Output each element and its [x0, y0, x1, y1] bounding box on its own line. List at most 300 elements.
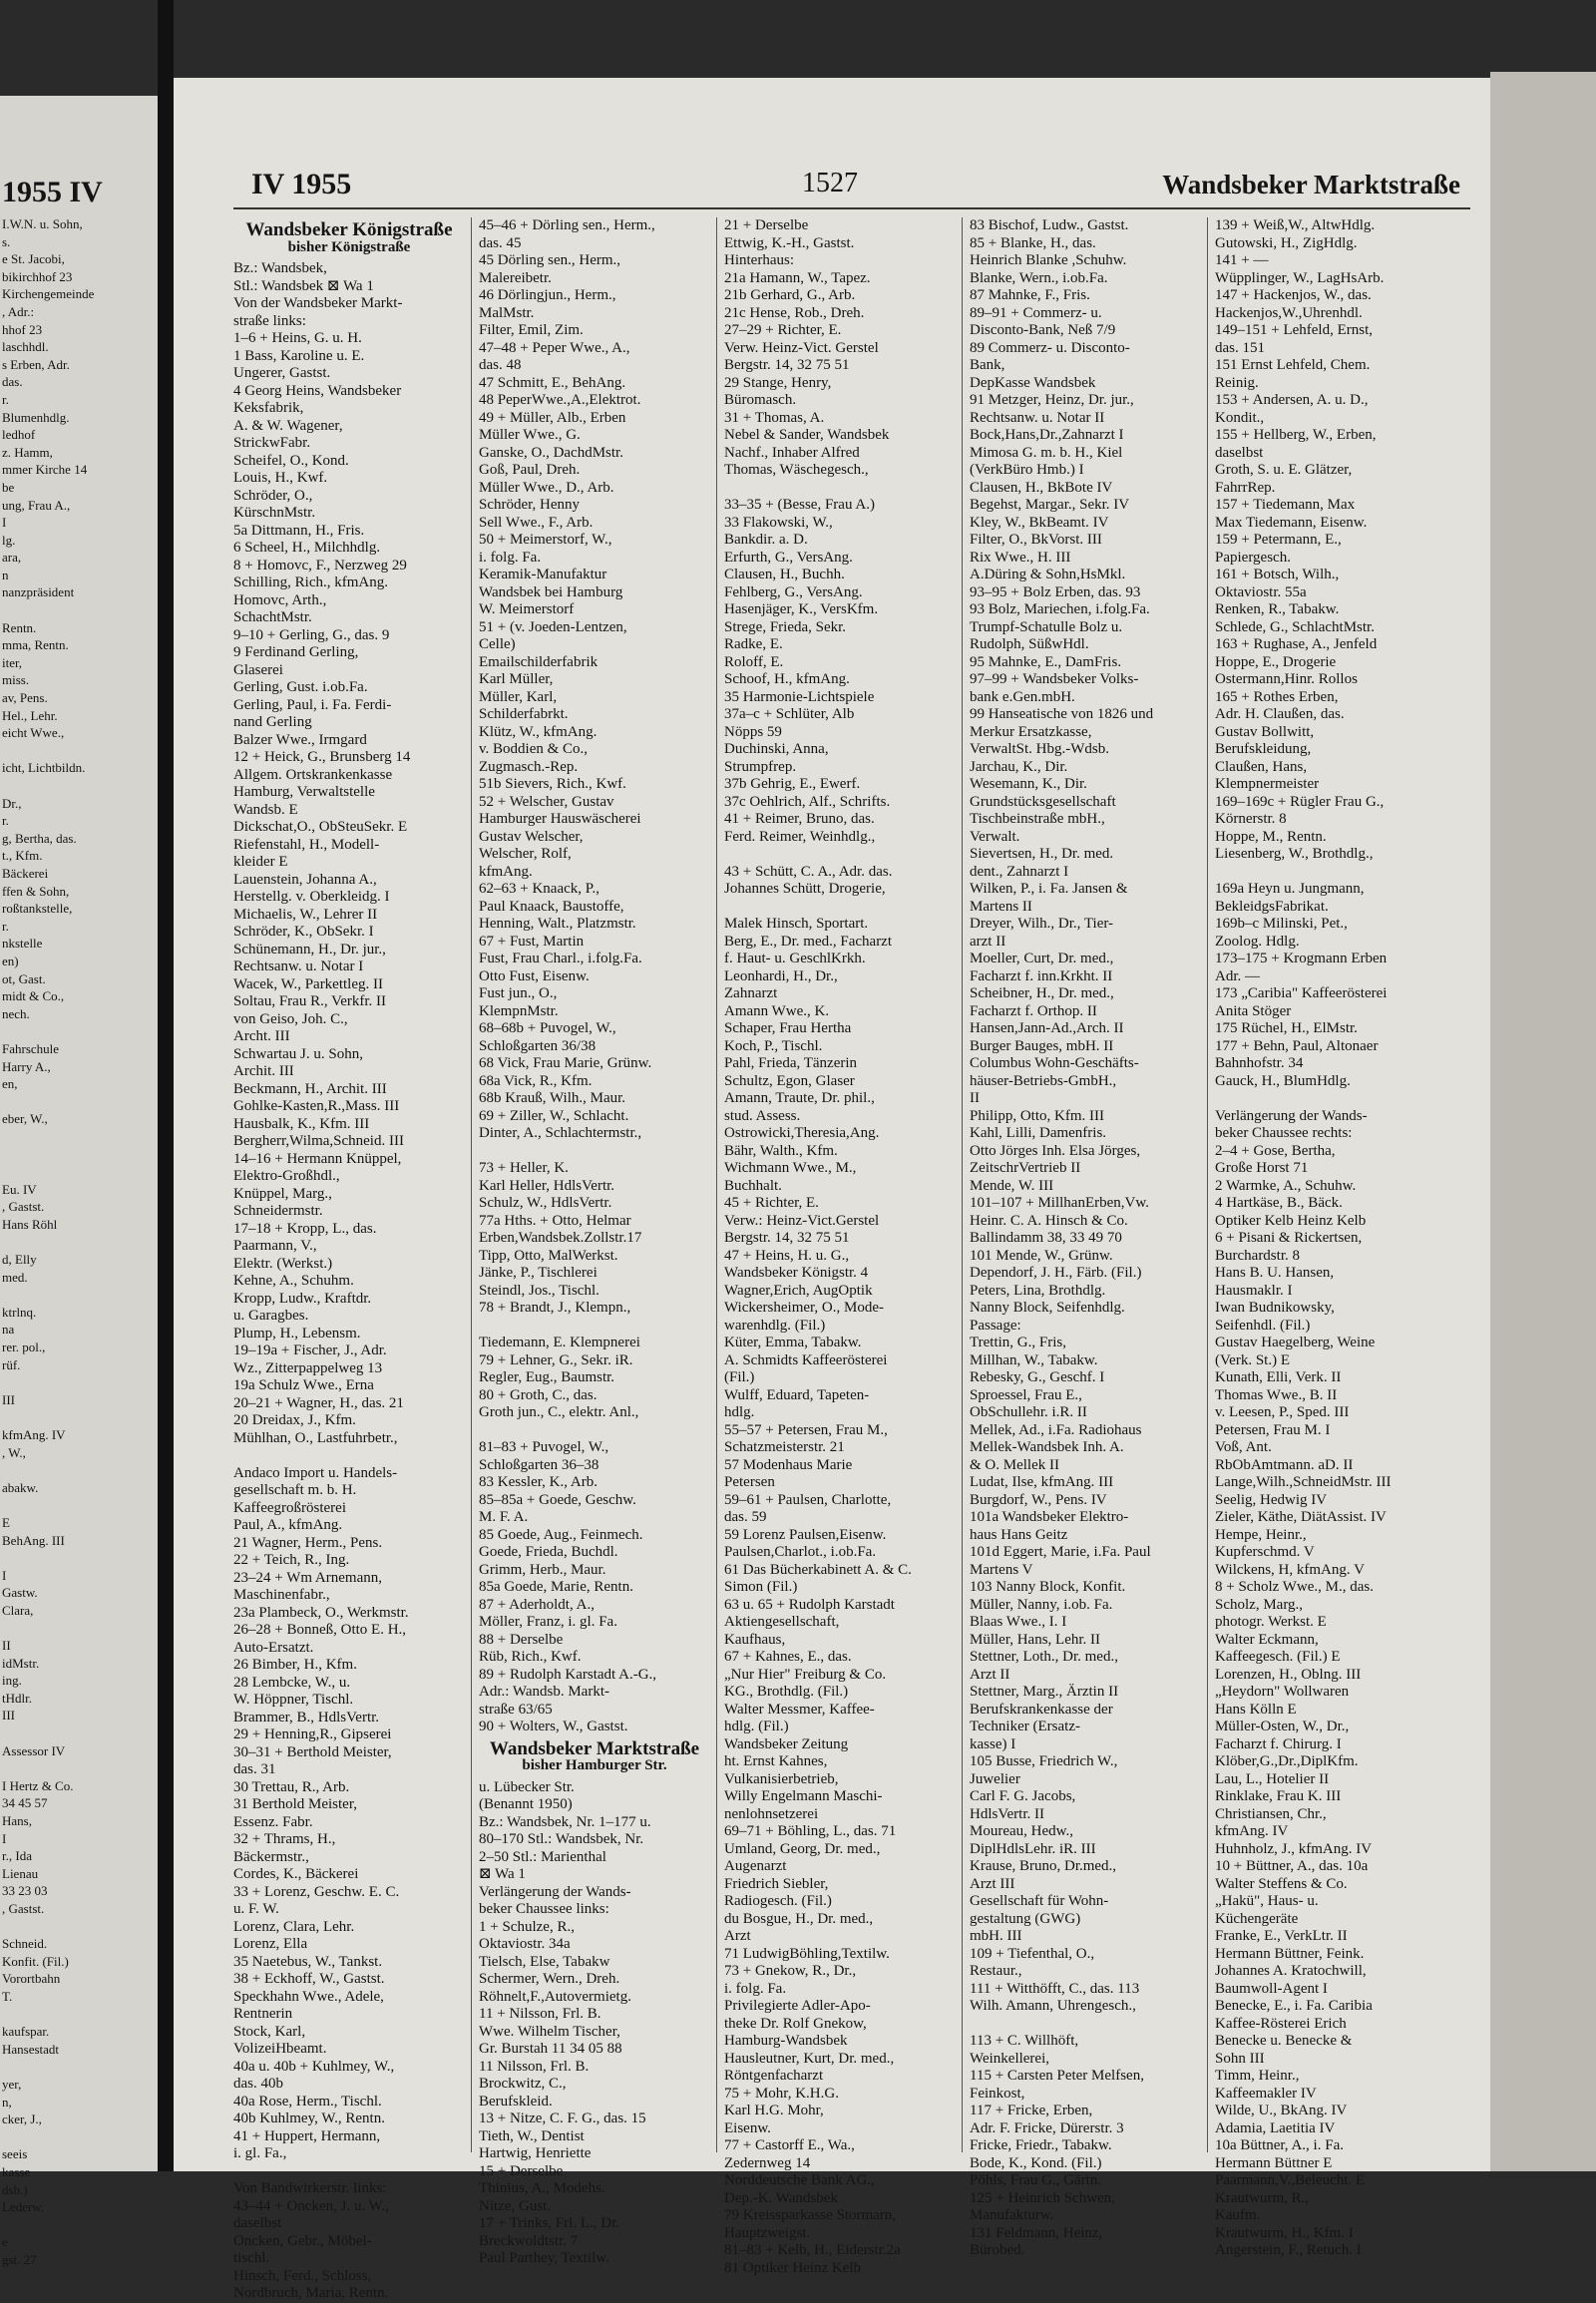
directory-entry: Bank, — [970, 357, 1005, 373]
directory-entry: 173 „Caribia" Kaffeerösterei — [1215, 985, 1388, 1001]
directory-entry: Zahnarzt — [724, 985, 778, 1001]
directory-entry: Wandsb. E — [233, 801, 298, 818]
left-page-line: Blumenhdlg. — [2, 409, 70, 425]
directory-entry: Schröder, Henny — [479, 497, 581, 513]
left-page-line: nech. — [2, 1005, 30, 1021]
left-page-line: kfmAng. IV — [2, 1426, 66, 1442]
directory-entry: 20–21 + Wagner, H., das. 21 — [233, 1394, 404, 1411]
directory-entry: 161 + Botsch, Wilh., — [1215, 567, 1340, 582]
left-page-line: en, — [2, 1076, 18, 1092]
directory-entry: Thinius, A., Modehs. — [479, 2180, 605, 2196]
directory-entry: häuser-Betriebs-GmbH., — [970, 1072, 1117, 1089]
directory-entry: 67 + Fust, Martin — [479, 933, 585, 950]
directory-entry: 22 + Teich, R., Ing. — [233, 1552, 350, 1568]
directory-entry: Schatzmeisterstr. 21 — [724, 1439, 845, 1455]
left-page-line: r. — [2, 918, 9, 934]
directory-entry: Kaufm. — [1215, 2207, 1261, 2223]
directory-entry: KG., Brothdlg. (Fil.) — [724, 1684, 849, 1700]
directory-entry — [233, 1447, 465, 1465]
left-page-line: g, Bertha, das. — [2, 830, 77, 846]
directory-entry: Ettwig, K.-H., Gastst. — [724, 234, 855, 251]
left-page-line: Hans Röhl — [2, 1216, 58, 1232]
directory-entry: 155 + Hellberg, W., Erben, — [1215, 427, 1377, 443]
directory-entry: Ostrowicki,Theresia,Ang. — [724, 1125, 880, 1141]
left-page-line: e — [2, 2234, 8, 2250]
street-heading-title: Wandsbeker Königstraße — [245, 219, 453, 240]
directory-entry: Verlängerung der Wands- — [1215, 1107, 1368, 1124]
directory-entry: Müller-Osten, W., Dr., — [1215, 1719, 1350, 1734]
directory-entry: 32 + Thrams, H., — [233, 1831, 336, 1847]
directory-entry: Lorenz, Ella — [233, 1936, 308, 1952]
directory-entry: 131 Feldmann, Heinz, — [970, 2224, 1103, 2241]
directory-entry: M. F. A. — [479, 1509, 529, 1525]
directory-entry: Hamburg, Verwaltstelle — [233, 784, 375, 800]
left-page-line: icht, Lichtbildn. — [2, 760, 86, 776]
header-rule — [233, 207, 1470, 209]
directory-entry: 89–91 + Commerz- u. — [970, 304, 1102, 321]
directory-entry: 99 Hanseatische von 1826 und — [970, 706, 1154, 722]
directory-entry: Regler, Eug., Baumstr. — [479, 1369, 615, 1385]
directory-entry: Timm, Heinr., — [1215, 2068, 1300, 2084]
directory-entry: Hausmaklr. I — [1215, 1282, 1293, 1299]
directory-entry: Nebel & Sander, Wandsbek — [724, 427, 890, 443]
directory-entry: Hauptzweigst. — [724, 2224, 811, 2241]
directory-entry: Wilckens, H, kfmAng. V — [1215, 1561, 1365, 1578]
directory-entry: Columbus Wohn-Geschäfts- — [970, 1055, 1139, 1071]
directory-entry: Adr. F. Fricke, Dürerstr. 3 — [970, 2119, 1124, 2136]
directory-entry: 2–4 + Gose, Bertha, — [1215, 1142, 1336, 1159]
directory-entry: 21b Gerhard, G., Arb. — [724, 287, 856, 303]
directory-entry: Von der Wandsbeker Markt- — [233, 295, 403, 311]
directory-entry: 81–83 + Puvogel, W., — [479, 1439, 609, 1455]
left-page-header: 1955 IV — [2, 176, 103, 208]
directory-entry: warenhdlg. (Fil.) — [724, 1317, 826, 1334]
directory-entry: HdlsVertr. II — [970, 1805, 1044, 1822]
directory-entry: Steindl, Jos., Tischl. — [479, 1282, 599, 1299]
directory-entry: Lau, L., Hotelier II — [1215, 1770, 1330, 1787]
left-page-line: ing. — [2, 1673, 22, 1689]
left-page-line: ara, — [2, 550, 22, 566]
directory-entry: 10 + Büttner, A., das. 10a — [1215, 1858, 1369, 1874]
directory-entry: Kley, W., BkBeamt. IV — [970, 514, 1109, 531]
directory-entry: Wagner,Erich, AugOptik — [724, 1282, 873, 1299]
directory-entry: SchachtMstr. — [233, 609, 312, 625]
column-3 — [724, 217, 956, 2276]
directory-entry: Huhnholz, J., kfmAng. IV — [1215, 1840, 1373, 1857]
directory-entry: 23a Plambeck, O., Werkmstr. — [233, 1604, 409, 1621]
directory-entry: Archit. III — [233, 1063, 294, 1079]
directory-entry: 149–151 + Lehfeld, Ernst, — [1215, 322, 1374, 338]
directory-entry: Wilken, P., i. Fa. Jansen & — [970, 881, 1128, 897]
directory-entry: 63 u. 65 + Rudolph Karstadt — [724, 1596, 895, 1613]
directory-entry: Eisenw. — [724, 2119, 771, 2136]
directory-entry: Strumpfrep. — [724, 758, 797, 775]
directory-entry: 19–19a + Fischer, J., Adr. — [233, 1343, 387, 1358]
directory-entry: Schneidermstr. — [233, 1203, 323, 1219]
directory-entry: 109 + Tiefenthal, O., — [970, 1945, 1095, 1962]
left-page-line: II — [2, 1638, 11, 1654]
left-page-line — [2, 2058, 94, 2076]
directory-page — [174, 78, 1490, 2301]
directory-entry: Müller Wwe., D., Arb. — [479, 479, 614, 496]
directory-entry: Manufakturw. — [970, 2207, 1054, 2223]
directory-entry: Schilderfabrkt. — [479, 706, 569, 722]
directory-entry: Schünemann, H., Dr. jur., — [233, 941, 386, 958]
directory-entry — [724, 899, 956, 917]
directory-entry: das. 59 — [724, 1509, 767, 1525]
directory-entry: Körnerstr. 8 — [1215, 811, 1287, 827]
directory-entry: 45 Dörling sen., Herm., — [479, 252, 621, 268]
directory-entry: 59 Lorenz Paulsen,Eisenw. — [724, 1526, 887, 1543]
directory-entry: DepKasse Wandsbek — [970, 374, 1096, 391]
directory-entry: Karl Heller, HdlsVertr. — [479, 1177, 615, 1194]
directory-entry: Bz.: Wandsbek, — [233, 260, 327, 276]
left-page-line: E — [2, 1514, 10, 1530]
directory-entry: 40a u. 40b + Kuhlmey, W., — [233, 2058, 395, 2075]
directory-entry: Malereibetr. — [479, 269, 552, 286]
directory-entry: Wandsbeker Zeitung — [724, 1735, 849, 1752]
directory-entry: Amann, Traute, Dr. phil., — [724, 1090, 875, 1106]
column-4 — [970, 217, 1201, 2258]
directory-entry: Millhan, W., Tabakw. — [970, 1351, 1098, 1368]
directory-entry: Tipp, Otto, MalWerkst. — [479, 1247, 618, 1264]
left-page-line: r. — [2, 813, 9, 829]
directory-entry: Scholz, Marg., — [1215, 1596, 1304, 1613]
directory-entry: Kehne, A., Schuhm. — [233, 1273, 354, 1289]
directory-entry: Bz.: Wandsbek, Nr. 1–177 u. — [479, 1813, 651, 1830]
left-page-line — [2, 1725, 94, 1742]
directory-entry: 12 + Heick, G., Brunsberg 14 — [233, 749, 411, 765]
left-page-line: Hel., Lehr. — [2, 707, 58, 723]
directory-entry: Weinkellerei, — [970, 2050, 1050, 2067]
directory-entry: Hans Kölln E — [1215, 1701, 1297, 1718]
left-page-line: Hans, — [2, 1813, 32, 1829]
directory-entry: Claußen, Hans, — [1215, 758, 1308, 775]
directory-entry: Wickersheimer, O., Mode- — [724, 1300, 884, 1316]
directory-entry: 29 + Henning,R., Gipserei — [233, 1727, 392, 1742]
left-page-line: yer, — [2, 2076, 22, 2092]
directory-entry: Balzer Wwe., Irmgard — [233, 731, 367, 748]
directory-entry: Krautwurm, R., — [1215, 2189, 1310, 2206]
directory-entry: Wichmann Wwe., M., — [724, 1160, 857, 1176]
directory-entry: Angerstein, F., Retuch. I — [1215, 2242, 1362, 2258]
directory-entry: Umland, Georg, Dr. med., — [724, 1840, 881, 1857]
directory-entry: Tischbeinstraße mbH., — [970, 811, 1105, 827]
directory-entry: Tieth, W., Dentist — [479, 2127, 585, 2144]
directory-entry: Papiergesch. — [1215, 549, 1291, 566]
directory-entry: 11 Nilsson, Frl. B. — [479, 2058, 590, 2075]
directory-entry: 77 + Castorff E., Wa., — [724, 2137, 855, 2153]
left-page-line — [2, 1145, 94, 1163]
directory-entry: Merkur Ersatzkasse, — [970, 723, 1092, 740]
directory-entry: Bahnhofstr. 34 — [1215, 1055, 1304, 1071]
left-page-line: T. — [2, 1988, 13, 2004]
directory-entry: Clausen, H., BkBote IV — [970, 479, 1113, 496]
directory-entry: 28 Lembcke, W., u. — [233, 1674, 351, 1691]
directory-entry: Gustav Welscher, — [479, 828, 584, 845]
directory-entry: 151 Ernst Lehfeld, Chem. — [1215, 357, 1371, 373]
left-page-line: be — [2, 479, 15, 495]
directory-entry: Zoolog. Hdlg. — [1215, 933, 1300, 950]
directory-entry: Schlede, G., SchlachtMstr. — [1215, 618, 1375, 635]
directory-entry: (Fil.) — [724, 1369, 755, 1385]
page-volume-year: IV 1955 — [251, 168, 352, 200]
directory-entry: Henning, Walt., Platzmstr. — [479, 916, 636, 932]
directory-entry: (VerkBüro Hmb.) I — [970, 462, 1084, 478]
directory-entry: Otto Jörges Inh. Elsa Jörges, — [970, 1142, 1141, 1159]
directory-entry: 89 + Rudolph Karstadt A.-G., — [479, 1666, 657, 1683]
directory-entry: „Heydorn" Wollwaren — [1215, 1684, 1350, 1700]
left-page-line: kaufspar. — [2, 2024, 50, 2040]
directory-entry: MalMstr. — [479, 304, 535, 321]
directory-entry: Thomas, Wäschegesch., — [724, 462, 869, 478]
directory-entry: Simon (Fil.) — [724, 1579, 798, 1595]
directory-entry: Stettner, Marg., Ärztin II — [970, 1684, 1119, 1700]
directory-entry: Paulsen,Charlot., i.ob.Fa. — [724, 1544, 877, 1560]
left-page-line: abakw. — [2, 1479, 39, 1495]
directory-entry: Emailschilderfabrik — [479, 653, 598, 670]
directory-entry: Ferd. Reimer, Weinhdlg., — [724, 828, 876, 845]
directory-entry: Bähr, Walth., Kfm. — [724, 1142, 838, 1159]
directory-entry: Hansen,Jann-Ad.,Arch. II — [970, 1020, 1124, 1036]
left-page-line: das. — [2, 374, 23, 390]
directory-entry: 40a Rose, Herm., Tischl. — [233, 2093, 382, 2110]
directory-entry: 47–48 + Peper Wwe., A., — [479, 339, 630, 356]
directory-entry: Scheibner, H., Dr. med., — [970, 985, 1114, 1001]
left-page-line: midt & Co., — [2, 988, 65, 1004]
directory-entry: Ganske, O., DachdMstr. — [479, 444, 623, 461]
directory-entry: Elektro-Großhdl., — [233, 1168, 340, 1184]
directory-entry: Peters, Lina, Brothdlg. — [970, 1282, 1106, 1299]
left-page-line: t., Kfm. — [2, 848, 43, 864]
directory-entry: 80 + Groth, C., das. — [479, 1386, 598, 1403]
directory-entry: 50 + Meimerstorf, W., — [479, 532, 612, 548]
directory-entry: Walter Eckmann, — [1215, 1631, 1319, 1648]
left-page-line: av, Pens. — [2, 690, 48, 706]
directory-entry: Wulff, Eduard, Tapeten- — [724, 1386, 870, 1403]
directory-entry: Wilde, U., BkAng. IV — [1215, 2103, 1348, 2118]
directory-entry: 17–18 + Kropp, L., das. — [233, 1220, 377, 1237]
directory-entry: 113 + C. Willhöft, — [970, 2033, 1079, 2049]
directory-entry: Arzt — [724, 1928, 751, 1944]
directory-entry: 1 + Schulze, R., — [479, 1918, 575, 1935]
directory-entry: Filter, Emil, Zim. — [479, 322, 584, 338]
directory-entry: Berufskleid. — [479, 2093, 553, 2110]
directory-entry: Hasenjäger, K., VersKfm. — [724, 601, 879, 617]
directory-entry: Roloff, E. — [724, 653, 784, 670]
directory-entry: Karl H.G. Mohr, — [724, 2103, 824, 2118]
directory-entry: Martens II — [970, 898, 1032, 915]
directory-entry: ObSchullehr. i.R. II — [970, 1404, 1087, 1420]
directory-entry — [724, 846, 956, 864]
directory-entry: 169a Heyn u. Jungmann, — [1215, 881, 1365, 897]
directory-entry: beker Chaussee links: — [479, 1901, 609, 1917]
street-heading — [479, 1737, 710, 1775]
left-page-line: , W., — [2, 1444, 26, 1460]
column-separator — [962, 217, 963, 2152]
directory-entry: Martens V — [970, 1561, 1033, 1578]
directory-entry: Facharzt f. inn.Krkht. II — [970, 967, 1113, 984]
page-street-title: Wandsbeker Marktstraße — [1162, 170, 1460, 199]
left-page-line: Bäckerei — [2, 865, 49, 881]
directory-entry: Oktaviostr. 55a — [1215, 583, 1307, 600]
directory-entry: Wüpplinger, W., LagHsArb. — [1215, 269, 1385, 286]
directory-entry: Bergstr. 14, 32 75 51 — [724, 357, 850, 373]
directory-entry: Scheifel, O., Kond. — [233, 452, 349, 469]
directory-entry: 77a Hths. + Otto, Helmar — [479, 1212, 631, 1229]
directory-entry: Wacek, W., Parkettleg. II — [233, 975, 383, 992]
directory-entry: 73 + Heller, K. — [479, 1160, 569, 1176]
directory-entry: Klempnermeister — [1215, 776, 1320, 792]
directory-entry: Mellek-Wandsbek Inh. A. — [970, 1439, 1124, 1455]
left-page-line: dsb.) — [2, 2181, 28, 2197]
directory-entry: Schermer, Wern., Dreh. — [479, 1971, 620, 1987]
left-page-line: Clara, — [2, 1602, 34, 1618]
directory-entry: 31 + Thomas, A. — [724, 409, 825, 426]
directory-entry: u. Garagbes. — [233, 1308, 309, 1324]
directory-entry: Büromasch. — [724, 392, 797, 408]
directory-entry: Dependorf, J. H., Färb. (Fil.) — [970, 1265, 1142, 1281]
directory-entry: kleider E — [233, 854, 288, 870]
directory-entry: Sell Wwe., F., Arb. — [479, 514, 594, 531]
directory-entry: Clausen, H., Buchh. — [724, 567, 845, 582]
directory-entry: Pahl, Frieda, Tänzerin — [724, 1055, 858, 1071]
directory-entry: Carl F. G. Jacobs, — [970, 1788, 1076, 1804]
directory-entry: 35 Naetebus, W., Tankst. — [233, 1953, 383, 1970]
left-page-line: , Adr.: — [2, 303, 35, 319]
column-separator — [716, 217, 717, 2152]
directory-entry: beker Chaussee rechts: — [1215, 1125, 1353, 1141]
directory-entry: Fust, Frau Charl., i.folg.Fa. — [479, 951, 642, 966]
directory-entry: von Geiso, Joh. C., — [233, 1010, 348, 1027]
directory-entry: das. 48 — [479, 357, 522, 373]
directory-entry: Hackenjos,W.,Uhrenhdl. — [1215, 304, 1363, 321]
directory-entry: Wilh. Amann, Uhrengesch., — [970, 1998, 1136, 2014]
directory-entry: Grundstücksgesellschaft — [970, 793, 1116, 810]
left-page-line: nkstelle — [2, 936, 43, 952]
left-page-line: s Erben, Adr. — [2, 356, 70, 372]
left-page-line — [2, 1918, 94, 1936]
directory-entry: Johannes A. Kratochwill, — [1215, 1963, 1367, 1979]
directory-entry: Nitze, Gust. — [479, 2197, 552, 2214]
directory-entry: 91 Metzger, Heinz, Dr. jur., — [970, 392, 1134, 408]
directory-entry: nand Gerling — [233, 714, 312, 730]
directory-entry: Burger Bauges, mbH. II — [970, 1037, 1114, 1054]
directory-entry: RbObAmtmann. aD. II — [1215, 1456, 1354, 1473]
directory-entry: W. Höppner, Tischl. — [233, 1692, 354, 1708]
directory-entry: ⊠ Wa 1 — [479, 1866, 526, 1882]
directory-entry: 153 + Andersen, A. u. D., — [1215, 392, 1369, 408]
left-page-line: eicht Wwe., — [2, 725, 65, 741]
directory-entry: Mellek, Ad., i.Fa. Radiohaus — [970, 1421, 1142, 1438]
directory-entry: Paul Knaack, Baustoffe, — [479, 898, 624, 915]
directory-entry: A.Düring & Sohn,HsMkl. — [970, 567, 1126, 582]
directory-entry: Fricke, Friedr., Tabakw. — [970, 2137, 1112, 2153]
directory-entry: 21c Hense, Rob., Dreh. — [724, 304, 865, 321]
directory-entry: Adr. H. Claußen, das. — [1215, 706, 1345, 722]
directory-entry: Rudolph, SüßwHdl. — [970, 636, 1089, 652]
directory-entry: Hoppe, M., Rentn. — [1215, 828, 1327, 845]
directory-entry: Oktaviostr. 34a — [479, 1936, 571, 1952]
directory-entry: Gerling, Paul, i. Fa. Ferdi- — [233, 696, 392, 713]
directory-entry: Bock,Hans,Dr.,Zahnarzt I — [970, 427, 1124, 443]
left-page-line: z. Hamm, — [2, 444, 53, 460]
directory-entry: 69 + Ziller, W., Schlacht. — [479, 1107, 629, 1124]
directory-entry: 55–57 + Petersen, Frau M., — [724, 1421, 888, 1438]
directory-entry: 78 + Brandt, J., Klempn., — [479, 1300, 631, 1316]
directory-entry: 105 Busse, Friedrich W., — [970, 1753, 1118, 1769]
left-page-line: bikirchhof 23 — [2, 268, 73, 284]
directory-entry: Goß, Paul, Dreh. — [479, 462, 581, 478]
directory-entry: Otto Fust, Eisenw. — [479, 967, 590, 984]
left-page-line: Eu. IV — [2, 1181, 37, 1197]
column-5 — [1215, 217, 1446, 2258]
directory-entry: Seifenhdl. (Fil.) — [1215, 1317, 1311, 1334]
directory-entry: i. folg. Fa. — [724, 1980, 787, 1997]
directory-entry: Nordbruch, Maria, Rentn. — [233, 2285, 389, 2301]
left-page-line — [2, 2216, 94, 2234]
directory-entry: photogr. Werkst. E — [1215, 1614, 1327, 1630]
directory-entry: Tiedemann, E. Klempnerei — [479, 1335, 640, 1350]
directory-entry: 101 Mende, W., Grünw. — [970, 1247, 1113, 1264]
directory-entry: 21a Hamann, W., Tapez. — [724, 269, 871, 286]
left-page-line: mma, Rentn. — [2, 637, 69, 653]
directory-entry: Facharzt f. Orthop. II — [970, 1002, 1097, 1019]
directory-entry: Oncken, Gebr., Möbel- — [233, 2232, 372, 2249]
directory-entry: Renken, R., Tabakw. — [1215, 601, 1340, 617]
left-page-line — [2, 1408, 94, 1426]
directory-entry: Zugmasch.-Rep. — [479, 758, 579, 775]
directory-entry: arzt II — [970, 933, 1006, 950]
directory-entry: Berufskleidung, — [1215, 741, 1312, 757]
directory-entry: Schloßgarten 36–38 — [479, 1456, 599, 1473]
left-page-line: n — [2, 567, 9, 582]
directory-entry: & O. Mellek II — [970, 1456, 1059, 1473]
directory-entry: Ungerer, Gastst. — [233, 365, 331, 381]
directory-entry: A. Schmidts Kaffeerösterei — [724, 1351, 888, 1368]
street-heading-subtitle: bisher Königstraße — [287, 238, 411, 255]
directory-entry: Thomas Wwe., B. II — [1215, 1386, 1338, 1403]
directory-entry: 67 + Kahnes, E., das. — [724, 1649, 852, 1665]
left-page-line: roßtankstelle, — [2, 901, 73, 917]
directory-entry: 1 Bass, Karoline u. E. — [233, 347, 365, 364]
directory-entry: „Hakü", Haus- u. — [1215, 1893, 1319, 1909]
directory-entry: 19a Schulz Wwe., Erna — [233, 1377, 374, 1393]
left-page-line: 33 23 03 — [2, 1883, 48, 1899]
directory-entry: Begehst, Margar., Sekr. IV — [970, 497, 1130, 513]
directory-entry: Schröder, K., ObSekr. I — [233, 924, 374, 940]
directory-entry: Zieler, Käthe, DiätAssist. IV — [1215, 1509, 1387, 1525]
directory-entry: i. folg. Fa. — [479, 549, 542, 566]
directory-entry: 49 + Müller, Alb., Erben — [479, 409, 626, 426]
directory-entry: Christiansen, Chr., — [1215, 1805, 1327, 1822]
left-page-line: nanzpräsident — [2, 584, 75, 600]
column-1 — [233, 217, 465, 2301]
directory-entry: 21 + Derselbe — [724, 217, 809, 233]
directory-entry: Techniker (Ersatz- — [970, 1719, 1080, 1734]
directory-entry: Schulz, W., HdlsVertr. — [479, 1195, 612, 1211]
directory-entry: Karl Müller, — [479, 671, 554, 687]
directory-entry: 17 + Trinks, Frl. L., Dr. — [479, 2215, 619, 2231]
left-page-line: BehAng. III — [2, 1532, 65, 1548]
directory-entry: 71 LudwigBöhling,Textilw. — [724, 1945, 890, 1962]
directory-entry: 21 Wagner, Herm., Pens. — [233, 1534, 383, 1551]
directory-entry: daselbst — [1215, 444, 1264, 461]
directory-entry: hdlg. (Fil.) — [724, 1719, 789, 1734]
directory-entry: Hausbalk, K., Kfm. III — [233, 1115, 370, 1132]
directory-entry: Hamburg-Wandsbek — [724, 2033, 848, 2049]
directory-entry: Duchinski, Anna, — [724, 741, 829, 757]
